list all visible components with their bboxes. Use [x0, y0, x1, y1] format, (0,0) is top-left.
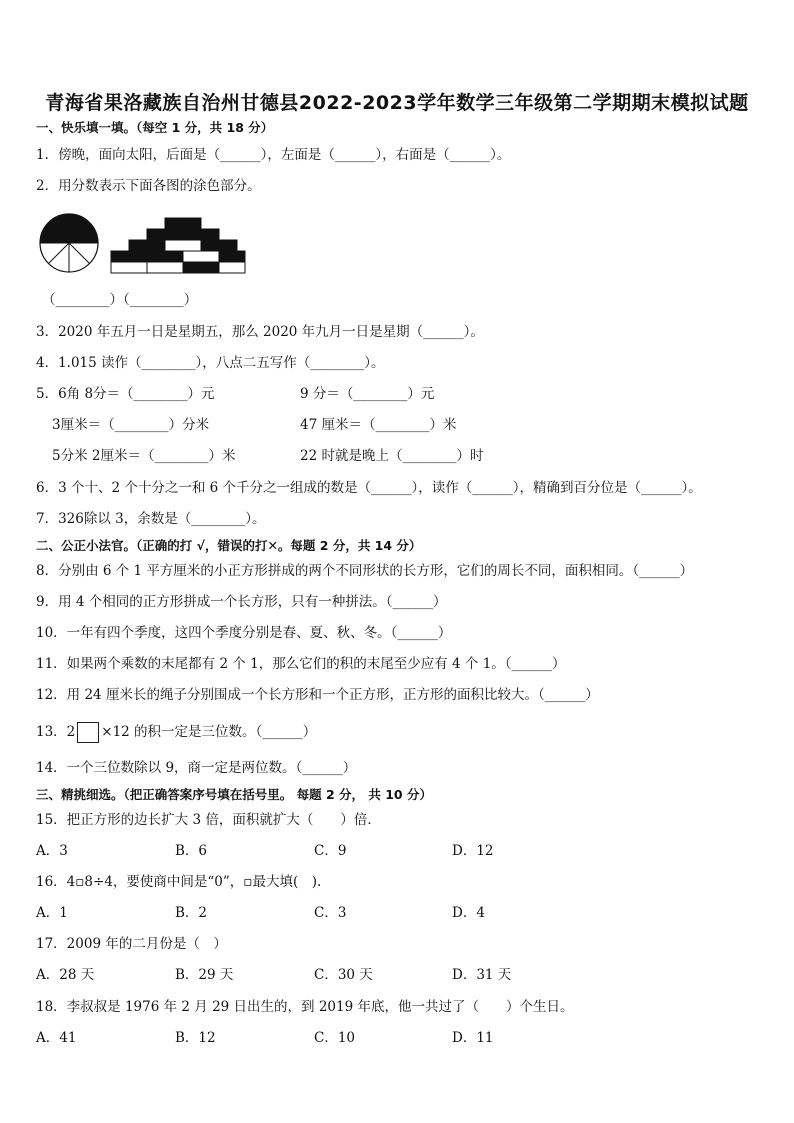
question-18-option-b: B．12 [175, 1030, 216, 1046]
question-16-option-a: A．1 [36, 905, 68, 921]
question-18-option-c: C．10 [314, 1030, 356, 1046]
question-4: 4．1.015 读作（________），八点二五写作（________）。 [36, 355, 385, 371]
question-17-option-a: A．28 天 [36, 967, 95, 983]
question-5-a2: 9 分＝（________）元 [300, 386, 435, 402]
question-15-option-a: A．3 [36, 843, 68, 859]
question-13 [36, 722, 316, 743]
question-14: 14．一个三位数除以 9，商一定是两位数。（______） [36, 760, 357, 776]
question-18-option-d: D．11 [452, 1030, 494, 1046]
question-6: 6．3 个十、2 个十分之一和 6 个千分之一组成的数是（______），读作（______），精确到百分位是（______）。 [36, 480, 702, 496]
page-title: 青海省果洛藏族自治州甘德县2022-2023学年数学三年级第二学期期末模拟试题 [45, 92, 749, 114]
question-9: 9．用 4 个相同的正方形拼成一个长方形，只有一种拼法。（______） [36, 594, 447, 610]
question-16-option-d: D．4 [452, 905, 485, 921]
question-3: 3．2020 年五月一日是星期五，那么 2020 年九月一日是星期（______）。 [36, 324, 484, 340]
question-7: 7．326除以 3，余数是（________）。 [36, 511, 266, 527]
section-2-heading: 二、公正小法官。（正确的打 √，错误的打✕。每题 2 分，共 14 分） [36, 538, 422, 553]
question-5-c1: 5分米 2厘米＝（________）米 [52, 448, 236, 464]
question-17-option-d: D．31 天 [452, 967, 512, 983]
question-17-option-c: C．30 天 [314, 967, 373, 983]
question-1: 1．傍晚，面向太阳，后面是（______），左面是（______），右面是（______）。 [36, 147, 511, 163]
question-16: 16．4▫8÷4，要使商中间是“0”，▫最大填( ). [36, 874, 322, 890]
section-3-heading: 三、精挑细选。（把正确答案序号填在括号里。 每题 2 分， 共 10 分） [36, 787, 432, 802]
question-15-option-b: B．6 [175, 843, 208, 859]
brick-stack [111, 218, 245, 273]
fraction-figures [38, 208, 248, 278]
question-13-prefix: 13．2 [36, 724, 76, 740]
question-18-option-a: A．41 [36, 1030, 77, 1046]
question-5-b1: 3厘米＝（________）分米 [52, 417, 210, 433]
question-15-option-d: D．12 [452, 843, 494, 859]
question-17-option-b: B．29 天 [175, 967, 234, 983]
shaded-circle [40, 214, 98, 272]
question-5-a1: 5．6角 8分＝（________）元 [36, 386, 215, 402]
question-13-suffix: ×12 的积一定是三位数。（______） [101, 724, 317, 740]
question-17: 17．2009 年的二月份是（ ） [36, 936, 227, 952]
question-16-option-b: B．2 [175, 905, 208, 921]
question-15: 15．把正方形的边长扩大 3 倍，面积就扩大（ ）倍． [36, 812, 381, 828]
question-5-c2: 22 时就是晚上（________）时 [300, 448, 484, 464]
question-2: 2．用分数表示下面各图的涂色部分。 [36, 178, 261, 194]
question-16-option-c: C．3 [314, 905, 347, 921]
question-18: 18．李叔叔是 1976 年 2 月 29 日出生的，到 2019 年底，他一共过了（ ）个生日。 [36, 999, 574, 1015]
question-15-option-c: C．9 [314, 843, 347, 859]
question-11: 11．如果两个乘数的末尾都有 2 个 1，那么它们的积的末尾至少应有 4 个 1。（______） [36, 656, 566, 672]
blank-box [77, 722, 99, 743]
question-8: 8．分别由 6 个 1 平方厘米的小正方形拼成的两个不同形状的长方形，它们的周长不同，面积相同。（______） [36, 563, 694, 579]
question-12: 12．用 24 厘米长的绳子分别围成一个长方形和一个正方形，正方形的面积比较大。（______） [36, 687, 599, 703]
question-10: 10．一年有四个季度，这四个季度分别是春、夏、秋、冬。（______） [36, 625, 452, 641]
question-5-b2: 47 厘米＝（________）米 [300, 417, 457, 433]
question-2-blanks: （________）（________） [42, 292, 198, 308]
section-1-heading: 一、快乐填一填。（每空 1 分，共 18 分） [36, 120, 274, 135]
